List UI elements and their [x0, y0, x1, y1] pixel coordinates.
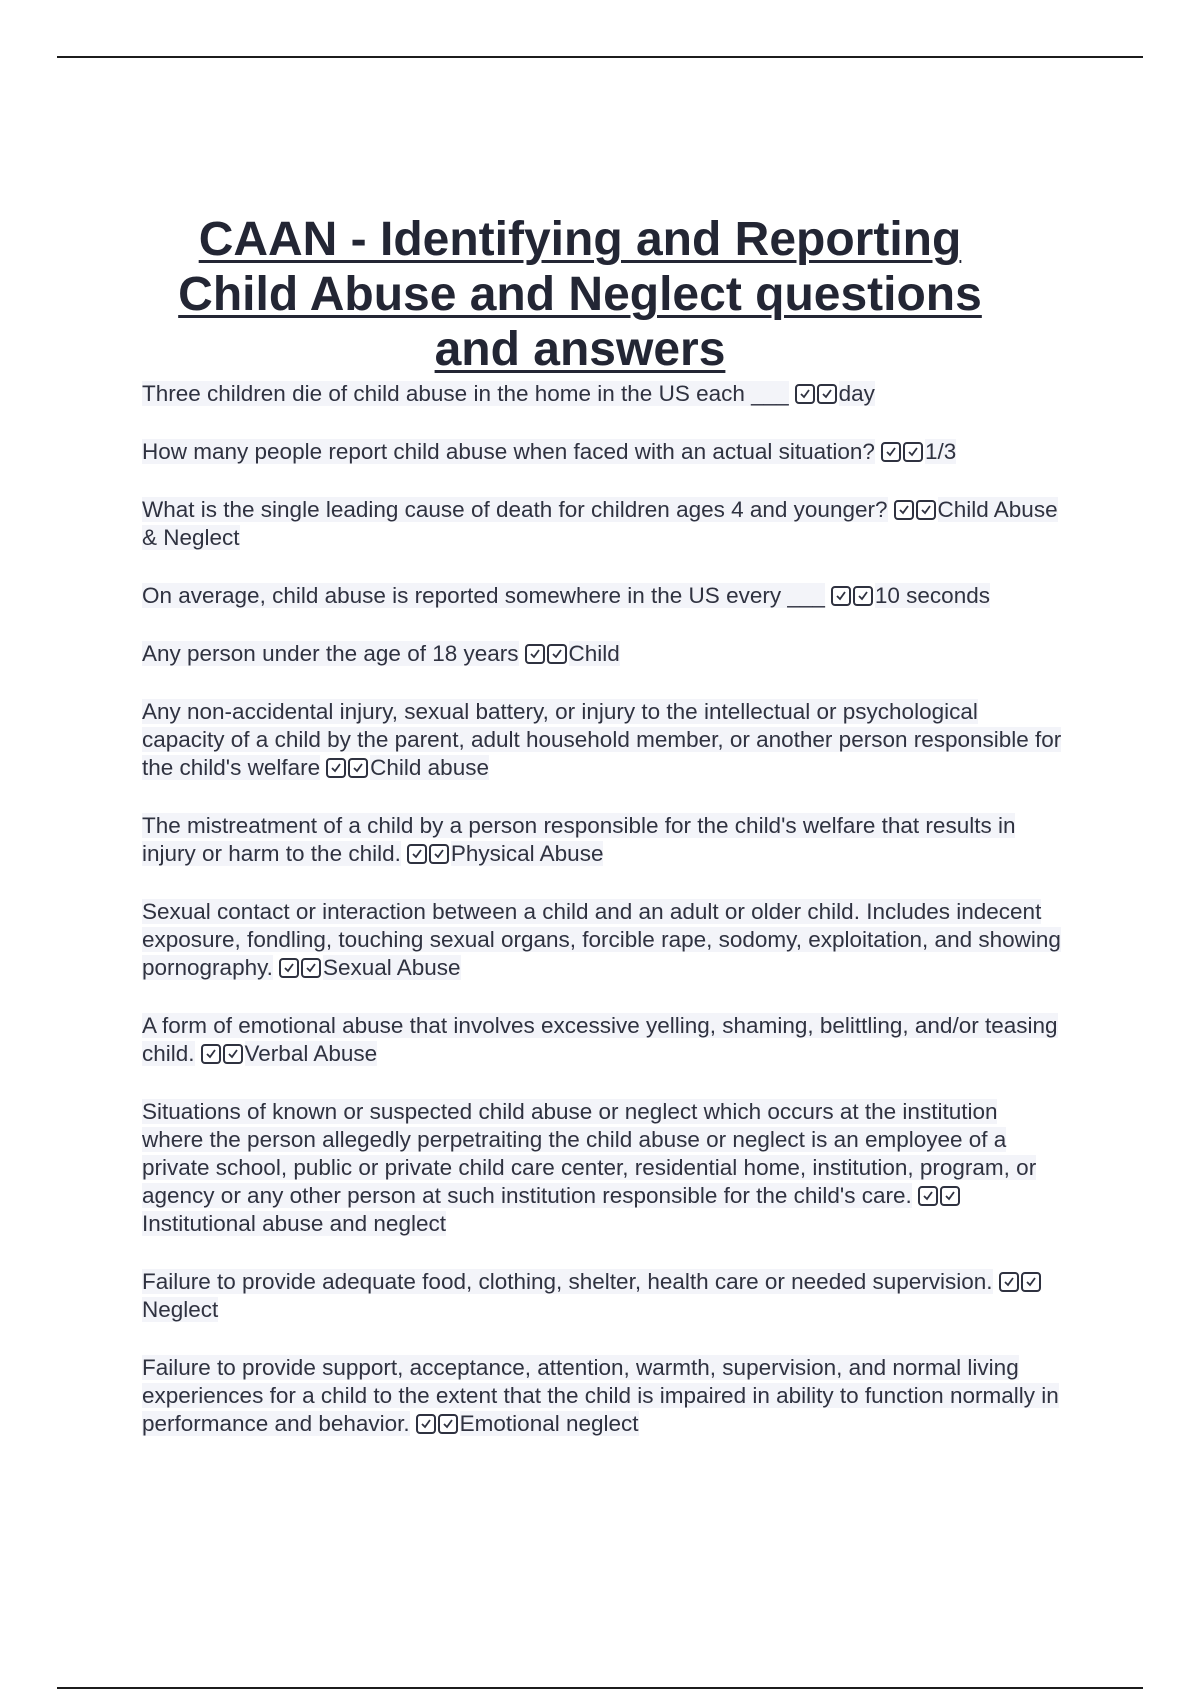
qa-item	[142, 1012, 1062, 1068]
question-text: Any non-accidental injury, sexual battery, or injury to the intellectual or psychological capacity of a child by the parent, adult household member, or another person responsible for the child's welfare	[142, 699, 1062, 780]
answer-text: Emotional neglect	[459, 1411, 639, 1436]
checkbox-icon	[438, 1414, 458, 1434]
qa-item	[142, 380, 1062, 408]
question-text: Three children die of child abuse in the home in the US each ___	[142, 381, 789, 406]
qa-item	[142, 438, 1062, 466]
top-rule	[57, 56, 1143, 58]
checkbox-icon	[918, 1186, 938, 1206]
document-title	[130, 212, 1030, 377]
checkbox-icon	[201, 1044, 221, 1064]
question-text: What is the single leading cause of death for children ages 4 and younger?	[142, 497, 888, 522]
qa-item	[142, 1098, 1062, 1238]
checkbox-icon	[279, 958, 299, 978]
question-text: A form of emotional abuse that involves excessive yelling, shaming, belittling, and/or teasing child.	[142, 1013, 1058, 1066]
qa-item	[142, 496, 1062, 552]
qa-item	[142, 898, 1062, 982]
bottom-rule	[57, 1687, 1143, 1689]
checkbox-icon	[547, 644, 567, 664]
qa-item	[142, 1268, 1062, 1324]
checkbox-icon	[525, 644, 545, 664]
checkbox-icon	[301, 958, 321, 978]
checkbox-icon	[817, 384, 837, 404]
checkbox-icon	[831, 586, 851, 606]
answer-text: 1/3	[924, 439, 957, 464]
checkbox-icon	[881, 442, 901, 462]
answer-text: Neglect	[142, 1297, 219, 1322]
question-text: Failure to provide adequate food, clothing, shelter, health care or needed supervision.	[142, 1269, 993, 1294]
question-text: Any person under the age of 18 years	[142, 641, 519, 666]
answer-text: Child Abuse & Neglect	[142, 497, 1058, 550]
checkbox-icon	[853, 586, 873, 606]
title-line-1: CAAN - Identifying and Reporting	[198, 213, 962, 266]
checkbox-icon	[429, 844, 449, 864]
question-text: How many people report child abuse when faced with an actual situation?	[142, 439, 875, 464]
question-text: Situations of known or suspected child abuse or neglect which occurs at the institution where the person allegedly perpetraiting the child abuse or neglect is an employee of a private school, public or private child care center, residential home, institution, program, or agency or any other person at such institution responsible for the child's care.	[142, 1099, 1037, 1208]
answer-text: Sexual Abuse	[322, 955, 461, 980]
qa-item	[142, 812, 1062, 868]
checkbox-icon	[1021, 1272, 1041, 1292]
qa-item	[142, 640, 1062, 668]
checkbox-icon	[903, 442, 923, 462]
qa-list	[142, 380, 1062, 1438]
answer-text: 10 seconds	[874, 583, 990, 608]
answer-text: Institutional abuse and neglect	[142, 1211, 446, 1236]
answer-text: Child abuse	[370, 755, 489, 780]
title-line-2: Child Abuse and Neglect questions	[178, 268, 982, 321]
question-text: The mistreatment of a child by a person responsible for the child's welfare that results in injury or harm to the child.	[142, 813, 1016, 866]
qa-item	[142, 582, 1062, 610]
checkbox-icon	[348, 758, 368, 778]
checkbox-icon	[223, 1044, 243, 1064]
checkbox-icon	[894, 500, 914, 520]
answer-text: Verbal Abuse	[244, 1041, 378, 1066]
checkbox-icon	[326, 758, 346, 778]
checkbox-icon	[940, 1186, 960, 1206]
question-text: Failure to provide support, acceptance, attention, warmth, supervision, and normal living experiences for a child to the extent that the child is impaired in ability to function normally in performance and behavior.	[142, 1355, 1059, 1436]
checkbox-icon	[407, 844, 427, 864]
title-line-3: and answers	[434, 323, 726, 376]
checkbox-icon	[999, 1272, 1019, 1292]
checkbox-icon	[916, 500, 936, 520]
question-text: On average, child abuse is reported somewhere in the US every ___	[142, 583, 825, 608]
checkbox-icon	[795, 384, 815, 404]
answer-text: day	[838, 381, 875, 406]
checkbox-icon	[416, 1414, 436, 1434]
qa-item	[142, 1354, 1062, 1438]
qa-item	[142, 698, 1062, 782]
answer-text: Child	[568, 641, 620, 666]
question-text: Sexual contact or interaction between a child and an adult or older child. Includes indecent exposure, fondling, touching sexual organs, forcible rape, sodomy, exploitation, and showing pornography.	[142, 899, 1061, 980]
answer-text: Physical Abuse	[450, 841, 604, 866]
